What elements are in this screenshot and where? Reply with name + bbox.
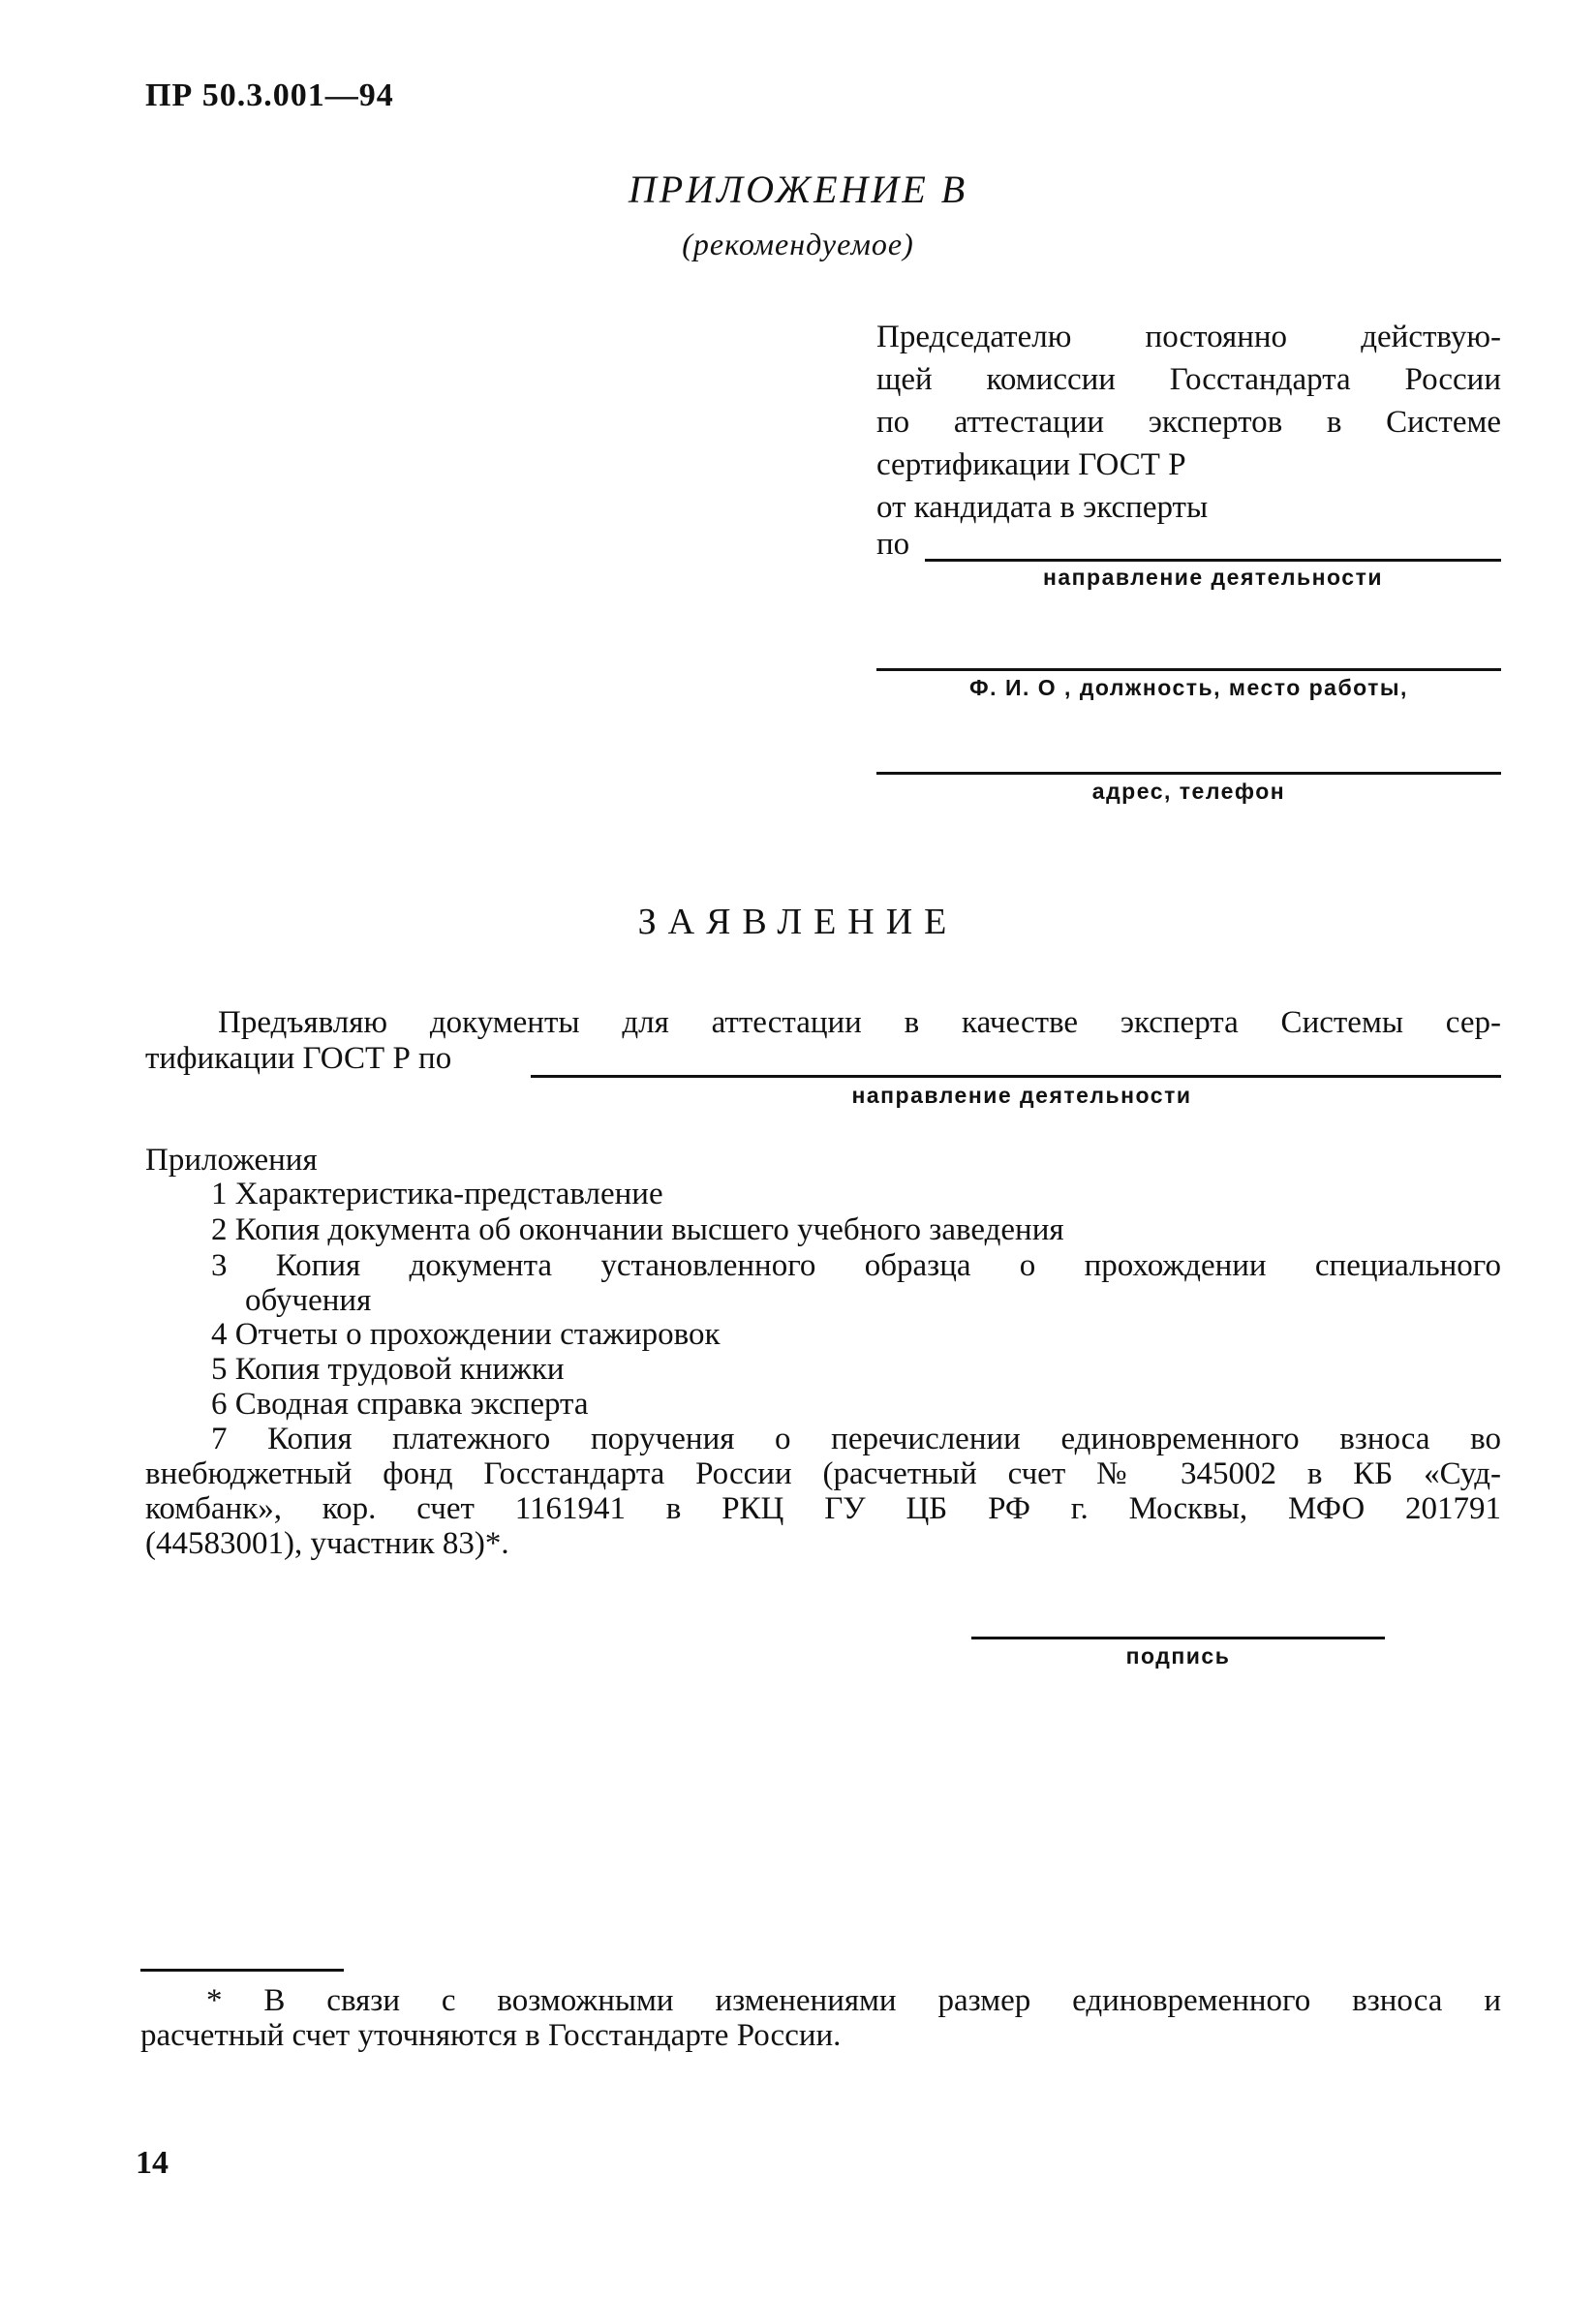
attachment-item-7: [145, 1422, 1501, 1561]
from-candidate-text: от кандидата в эксперты: [876, 490, 1209, 525]
attachment-7-line: 7 Копия платежного поручения о перечислении единовременного взноса во: [211, 1422, 1501, 1456]
footnote-line: * В связи с возможными изменениями размер единовременного взноса и: [206, 1983, 1501, 2018]
attachment-7-line: внебюджетный фонд Госстандарта России (расчетный счет № 345002 в КБ «Суд-: [145, 1456, 1501, 1491]
addressee-line: Председателю постоянно действую-: [876, 320, 1501, 354]
signature-caption: подпись: [1125, 1643, 1231, 1669]
statement-line: Предъявляю документы для аттестации в качестве эксперта Системы сер-: [218, 1005, 1501, 1040]
statement-heading: ЗАЯВЛЕНИЕ: [637, 902, 959, 942]
footnote-separator: [140, 1969, 344, 1972]
name-position-blank-line[interactable]: [876, 668, 1501, 671]
addressee-line: сертификации ГОСТ Р: [876, 447, 1186, 482]
page-number: 14: [136, 2145, 169, 2181]
addressee-line: щей комиссии Госстандарта России: [876, 362, 1501, 397]
activity-prefix: по: [876, 527, 910, 562]
address-phone-caption: адрес, телефон: [1091, 779, 1286, 804]
statement-body: [145, 1004, 1501, 1041]
attachment-item: 4 Отчеты о прохождении стажировок: [211, 1317, 721, 1352]
name-position-caption: Ф. И. О , должность, место работы,: [969, 675, 1408, 700]
attachment-7-line: комбанк», кор. счет 1161941 в РКЦ ГУ ЦБ РФ г. Москвы, МФО 201791: [145, 1491, 1501, 1526]
statement-activity-caption: направление деятельности: [851, 1083, 1192, 1108]
appendix-subtitle: (рекомендуемое): [682, 227, 914, 261]
addressee-line: по аттестации экспертов в Системе: [876, 405, 1501, 440]
attachment-7-line: (44583001), участник 83)*.: [145, 1526, 509, 1561]
attachment-item-continuation: обучения: [245, 1283, 372, 1318]
statement-line-2: тификации ГОСТ Р по: [145, 1041, 452, 1076]
footnote-line: расчетный счет уточняются в Госстандарте России.: [140, 2018, 842, 2053]
addressee-block: [876, 316, 1501, 486]
attachments-heading: Приложения: [145, 1143, 318, 1178]
signature-blank-line[interactable]: [971, 1637, 1385, 1639]
statement-activity-blank-line[interactable]: [531, 1075, 1501, 1078]
activity-caption: направление деятельности: [1042, 565, 1383, 590]
document-code: ПР 50.3.001—94: [145, 77, 394, 113]
address-phone-blank-line[interactable]: [876, 772, 1501, 775]
attachment-item: 1 Характеристика-представление: [211, 1177, 663, 1211]
attachment-item: 3 Копия документа установленного образца о прохождении специального: [211, 1248, 1501, 1283]
attachment-item: 5 Копия трудовой книжки: [211, 1352, 565, 1387]
appendix-title: ПРИЛОЖЕНИЕ В: [628, 168, 968, 211]
attachment-item: 2 Копия документа об окончании высшего учебного заведения: [211, 1212, 1064, 1247]
attachment-item: 6 Сводная справка эксперта: [211, 1387, 589, 1422]
activity-blank-line[interactable]: [925, 559, 1501, 562]
footnote: [140, 1983, 1501, 2053]
